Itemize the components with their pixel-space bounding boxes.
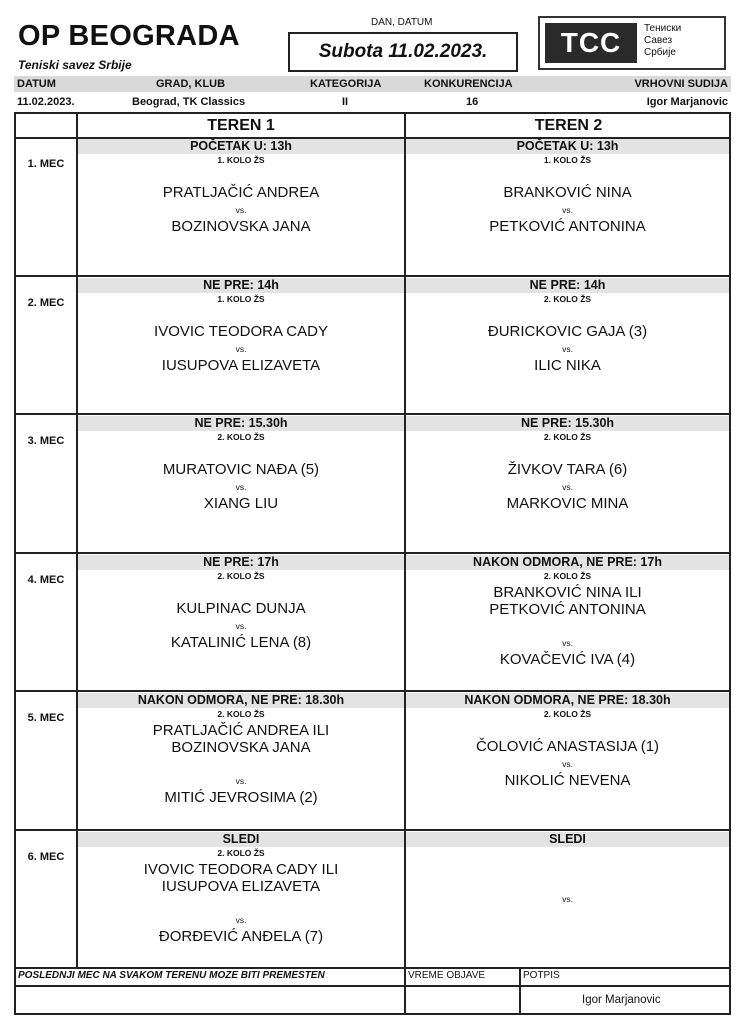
player-name: XIANG LIU (203, 495, 279, 512)
versus-label: vs. (235, 482, 247, 492)
match-label: 3. MEC (27, 435, 65, 447)
versus-label: vs. (562, 205, 573, 215)
round-label: 2. KOLO ŽS (217, 432, 265, 442)
player-name: BRANKOVIĆ NINA (503, 184, 632, 201)
start-time: POČETAK U: 13h (406, 139, 729, 154)
player-name: IUSUPOVA ELIZAVETA (161, 878, 321, 895)
versus-label: vs. (235, 344, 247, 354)
start-time: NE PRE: 17h (78, 555, 404, 570)
player-name: IVOVIC TEODORA CADY (154, 323, 328, 340)
info-value-category: II (342, 96, 349, 108)
court-header-1: TEREN 1 (207, 117, 275, 134)
player-name: PRATLJAČIĆ ANDREA (162, 184, 320, 201)
info-value-referee: Igor Marjanovic (646, 96, 728, 108)
date-value: Subota 11.02.2023. (288, 32, 518, 72)
player-name: IUSUPOVA ELIZAVETA (161, 357, 321, 374)
match-cell (406, 278, 729, 414)
match-label: 2. MEC (27, 297, 65, 309)
info-label-date: DATUM (17, 78, 56, 90)
info-label-category: KATEGORIJA (310, 78, 382, 90)
player-name: MARKOVIC MINA (506, 495, 629, 512)
page-subtitle: Teniski savez Srbije (18, 58, 132, 72)
match-cell (78, 832, 404, 968)
row-divider (16, 275, 729, 277)
match-cell (406, 555, 729, 691)
match-label: 5. MEC (27, 712, 65, 724)
row-divider (16, 985, 729, 987)
footer-note: POSLEDNJI MEC NA SVAKOM TERENU MOZE BITI PREMESTEN (18, 970, 325, 981)
round-label: 2. KOLO ŽS (217, 709, 265, 719)
round-label: 2. KOLO ŽS (217, 571, 265, 581)
start-time: NE PRE: 15.30h (78, 416, 404, 431)
match-label: 4. MEC (27, 574, 65, 586)
start-time: NE PRE: 14h (78, 278, 404, 293)
logo-text-line: Тениски (644, 23, 682, 34)
player-name: IVOVIC TEODORA CADY ILI (143, 861, 339, 878)
page-title: OP BEOGRADA (18, 20, 240, 52)
player-name: ILIC NIKA (534, 357, 601, 374)
info-label-referee: VRHOVNI SUDIJA (634, 78, 728, 90)
round-label (406, 848, 729, 860)
round-label: 2. KOLO ŽS (543, 709, 592, 719)
player-name: BRANKOVIĆ NINA ILI (493, 584, 642, 601)
start-time: SLEDI (78, 832, 404, 847)
match-cell (78, 555, 404, 691)
start-time: NAKON ODMORA, NE PRE: 18.30h (406, 693, 729, 708)
footer-signature-label: POTPIS (523, 970, 560, 981)
versus-label: vs. (562, 344, 573, 354)
versus-label: vs. (562, 894, 573, 904)
match-label: 6. MEC (27, 851, 65, 863)
info-value-city-club: Beograd, TK Classics (132, 96, 246, 108)
match-cell (406, 832, 729, 968)
player-name: KOVAČEVIĆ IVA (4) (499, 651, 636, 668)
start-time: SLEDI (406, 832, 729, 847)
info-value-competition: 16 (466, 96, 479, 108)
player-name: PETKOVIĆ ANTONINA (489, 218, 646, 235)
match-cell (78, 416, 404, 552)
row-divider (16, 552, 729, 554)
schedule-grid (14, 112, 731, 1015)
logo-text-line: Србије (644, 47, 676, 58)
player-name: ŽIVKOV TARA (6) (507, 461, 628, 478)
match-cell (406, 416, 729, 552)
match-label: 1. MEC (27, 158, 65, 170)
start-time: NE PRE: 15.30h (406, 416, 729, 431)
info-values-row (14, 94, 731, 110)
match-cell (406, 139, 729, 275)
column-divider (519, 967, 521, 1015)
round-label: 2. KOLO ŽS (543, 432, 592, 442)
versus-label: vs. (562, 759, 573, 769)
player-name: PRATLJAČIĆ ANDREA ILI (152, 722, 330, 739)
player-name: ČOLOVIĆ ANASTASIJA (1) (475, 738, 660, 755)
player-name: ĐURICKOVIC GAJA (3) (487, 323, 648, 340)
round-label: 2. KOLO ŽS (543, 571, 592, 581)
player-name: KATALINIĆ LENA (8) (170, 634, 312, 651)
round-label: 1. KOLO ŽS (217, 294, 265, 304)
info-value-date: 11.02.2023. (17, 96, 75, 108)
player-name: MURATOVIC NAĐA (5) (162, 461, 320, 478)
match-cell (78, 693, 404, 829)
court-header-2: TEREN 2 (534, 117, 603, 134)
versus-label: vs. (235, 776, 247, 786)
match-cell (78, 278, 404, 414)
versus-label: vs. (562, 638, 573, 648)
row-divider (16, 829, 729, 831)
versus-label: vs. (562, 482, 573, 492)
footer-signature-name: Igor Marjanovic (582, 994, 661, 1006)
logo-text-line: Савез (644, 35, 673, 46)
round-label: 1. KOLO ŽS (543, 155, 592, 165)
match-cell (406, 693, 729, 829)
player-name: KULPINAC DUNJA (176, 600, 306, 617)
start-time: NE PRE: 14h (406, 278, 729, 293)
player-name: BOZINOVSKA JANA (171, 739, 311, 756)
info-label-city-club: GRAD, KLUB (156, 78, 226, 90)
round-label: 1. KOLO ŽS (217, 155, 265, 165)
footer-published-label: VREME OBJAVE (408, 970, 486, 981)
round-label: 2. KOLO ŽS (543, 294, 592, 304)
round-label: 2. KOLO ŽS (217, 848, 265, 858)
start-time: NAKON ODMORA, NE PRE: 17h (406, 555, 729, 570)
logo-text (644, 23, 681, 59)
match-cell (78, 139, 404, 275)
federation-logo (538, 16, 726, 70)
info-label-competition: KONKURENCIJA (424, 78, 513, 90)
versus-label: vs. (235, 915, 247, 925)
logo-mark: TCC (545, 23, 637, 63)
start-time: POČETAK U: 13h (78, 139, 404, 154)
date-caption: DAN, DATUM (371, 17, 433, 28)
player-name: ĐORĐEVIĆ ANĐELA (7) (158, 928, 324, 945)
player-name: MITIĆ JEVROSIMA (2) (164, 789, 318, 806)
versus-label: vs. (235, 205, 247, 215)
player-name: NIKOLIĆ NEVENA (504, 772, 631, 789)
versus-label: vs. (235, 621, 247, 631)
start-time: NAKON ODMORA, NE PRE: 18.30h (78, 693, 404, 708)
player-name: BOZINOVSKA JANA (171, 218, 311, 235)
info-header-row (14, 76, 731, 92)
player-name: PETKOVIĆ ANTONINA (489, 601, 646, 618)
